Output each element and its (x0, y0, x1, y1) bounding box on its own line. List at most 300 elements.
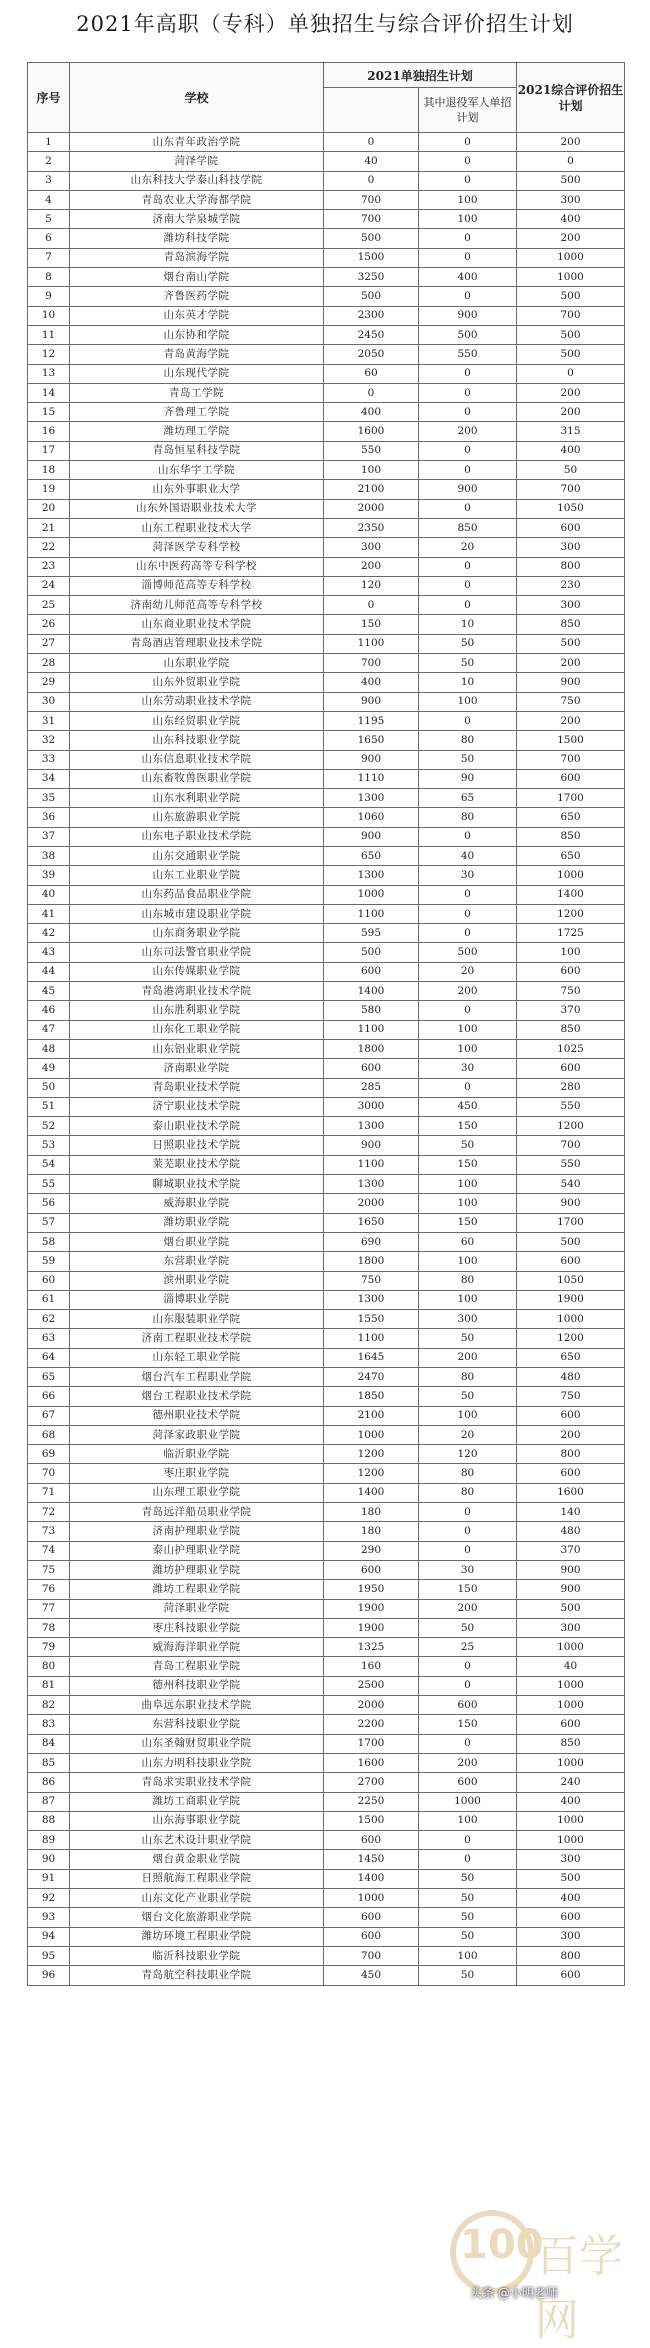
row-seq: 67 (28, 1406, 70, 1425)
table-row (28, 596, 625, 615)
row-single-plan: 500 (324, 229, 419, 248)
row-single-plan: 285 (324, 1078, 419, 1097)
table-row (28, 1696, 625, 1715)
row-seq: 65 (28, 1368, 70, 1387)
table-row (28, 306, 625, 325)
row-comprehensive-plan: 500 (517, 1869, 625, 1888)
table-row (28, 1194, 625, 1213)
row-comprehensive-plan: 200 (517, 654, 625, 673)
row-seq: 61 (28, 1290, 70, 1309)
row-comprehensive-plan: 100 (517, 943, 625, 962)
row-single-plan: 900 (324, 1136, 419, 1155)
row-veteran-plan: 500 (419, 943, 517, 962)
table-row (28, 962, 625, 981)
table-row (28, 1368, 625, 1387)
row-comprehensive-plan: 800 (517, 1946, 625, 1965)
table-row (28, 982, 625, 1001)
row-school: 山东现代学院 (70, 364, 324, 383)
row-single-plan: 120 (324, 576, 419, 595)
row-veteran-plan: 150 (419, 1117, 517, 1136)
row-seq: 48 (28, 1039, 70, 1058)
row-veteran-plan: 0 (419, 1522, 517, 1541)
row-school: 青岛恒星科技学院 (70, 441, 324, 460)
header-comprehensive-plan: 2021综合评价招生计划 (517, 63, 625, 133)
row-veteran-plan: 50 (419, 654, 517, 673)
row-veteran-plan: 20 (419, 538, 517, 557)
row-comprehensive-plan: 200 (517, 383, 625, 402)
row-school: 临沂科技职业学院 (70, 1946, 324, 1965)
row-seq: 58 (28, 1232, 70, 1251)
row-veteran-plan: 40 (419, 846, 517, 865)
row-single-plan: 200 (324, 557, 419, 576)
table-row (28, 769, 625, 788)
table-row (28, 1618, 625, 1637)
row-seq: 89 (28, 1831, 70, 1850)
row-single-plan: 180 (324, 1503, 419, 1522)
row-veteran-plan: 30 (419, 866, 517, 885)
row-veteran-plan: 0 (419, 1541, 517, 1560)
table-row (28, 1175, 625, 1194)
table-row (28, 789, 625, 808)
row-seq: 69 (28, 1445, 70, 1464)
row-veteran-plan: 100 (419, 1290, 517, 1309)
row-seq: 30 (28, 692, 70, 711)
watermark-ring (450, 2210, 534, 2294)
table-row (28, 345, 625, 364)
header-seq: 序号 (28, 63, 70, 133)
row-seq: 14 (28, 383, 70, 402)
table-row (28, 731, 625, 750)
row-veteran-plan: 0 (419, 1078, 517, 1097)
row-school: 山东轻工职业学院 (70, 1348, 324, 1367)
row-single-plan: 600 (324, 1908, 419, 1927)
row-school: 潍坊理工学院 (70, 422, 324, 441)
table-row (28, 1117, 625, 1136)
row-school: 齐鲁理工学院 (70, 403, 324, 422)
row-school: 山东劳动职业技术学院 (70, 692, 324, 711)
row-single-plan: 150 (324, 615, 419, 634)
row-comprehensive-plan: 230 (517, 576, 625, 595)
header-single-plan: 2021单独招生计划 (324, 63, 517, 88)
row-school: 青岛酒店管理职业技术学院 (70, 634, 324, 653)
row-comprehensive-plan: 140 (517, 1503, 625, 1522)
row-single-plan: 2100 (324, 480, 419, 499)
row-single-plan: 3000 (324, 1097, 419, 1116)
row-comprehensive-plan: 650 (517, 1348, 625, 1367)
row-school: 泰山护理职业学院 (70, 1541, 324, 1560)
row-single-plan: 1300 (324, 1175, 419, 1194)
table-row (28, 190, 625, 209)
row-veteran-plan: 65 (419, 789, 517, 808)
row-school: 山东华宇工学院 (70, 461, 324, 480)
table-row (28, 1136, 625, 1155)
row-veteran-plan: 90 (419, 769, 517, 788)
row-seq: 93 (28, 1908, 70, 1927)
row-seq: 51 (28, 1097, 70, 1116)
row-single-plan: 1100 (324, 1020, 419, 1039)
row-comprehensive-plan: 700 (517, 1136, 625, 1155)
row-seq: 95 (28, 1946, 70, 1965)
page-title: 2021年高职（专科）单独招生与综合评价招生计划 (76, 12, 574, 36)
row-school: 菏泽学院 (70, 152, 324, 171)
row-comprehensive-plan: 1500 (517, 731, 625, 750)
row-single-plan: 1800 (324, 1252, 419, 1271)
row-veteran-plan: 900 (419, 306, 517, 325)
table-row (28, 152, 625, 171)
row-school: 青岛远洋船员职业学院 (70, 1503, 324, 1522)
row-veteran-plan: 600 (419, 1773, 517, 1792)
row-school: 莱芜职业技术学院 (70, 1155, 324, 1174)
row-single-plan: 1000 (324, 885, 419, 904)
row-veteran-plan: 50 (419, 1329, 517, 1348)
row-veteran-plan: 0 (419, 924, 517, 943)
row-comprehensive-plan: 900 (517, 1194, 625, 1213)
row-school: 山东外贸职业学院 (70, 673, 324, 692)
row-veteran-plan: 150 (419, 1580, 517, 1599)
row-single-plan: 1950 (324, 1580, 419, 1599)
row-comprehensive-plan: 1000 (517, 1831, 625, 1850)
row-comprehensive-plan: 300 (517, 596, 625, 615)
row-seq: 41 (28, 904, 70, 923)
row-single-plan: 2450 (324, 325, 419, 344)
row-single-plan: 2500 (324, 1676, 419, 1695)
row-comprehensive-plan: 1000 (517, 1676, 625, 1695)
table-row (28, 1425, 625, 1444)
row-comprehensive-plan: 650 (517, 846, 625, 865)
row-school: 山东科技职业学院 (70, 731, 324, 750)
row-seq: 79 (28, 1638, 70, 1657)
table-row (28, 615, 625, 634)
row-veteran-plan: 0 (419, 1001, 517, 1020)
row-school: 济南职业学院 (70, 1059, 324, 1078)
table-row (28, 171, 625, 190)
row-veteran-plan: 0 (419, 152, 517, 171)
row-veteran-plan: 200 (419, 982, 517, 1001)
row-seq: 68 (28, 1425, 70, 1444)
row-school: 山东胜利职业学院 (70, 1001, 324, 1020)
row-veteran-plan: 80 (419, 731, 517, 750)
row-veteran-plan: 450 (419, 1097, 517, 1116)
row-school: 山东外国语职业技术大学 (70, 499, 324, 518)
table-row (28, 846, 625, 865)
row-single-plan: 550 (324, 441, 419, 460)
row-veteran-plan: 0 (419, 499, 517, 518)
row-school: 潍坊环境工程职业学院 (70, 1927, 324, 1946)
table-row (28, 1753, 625, 1772)
table-row (28, 1541, 625, 1560)
row-single-plan: 1850 (324, 1387, 419, 1406)
row-veteran-plan: 20 (419, 962, 517, 981)
row-veteran-plan: 0 (419, 576, 517, 595)
row-comprehensive-plan: 700 (517, 480, 625, 499)
table-row (28, 1889, 625, 1908)
row-school: 泰山职业技术学院 (70, 1117, 324, 1136)
table-row (28, 1290, 625, 1309)
row-comprehensive-plan: 600 (517, 1715, 625, 1734)
row-seq: 53 (28, 1136, 70, 1155)
row-school: 山东服装职业学院 (70, 1310, 324, 1329)
row-comprehensive-plan: 370 (517, 1001, 625, 1020)
row-veteran-plan: 200 (419, 422, 517, 441)
table-row (28, 634, 625, 653)
row-school: 济南工程职业技术学院 (70, 1329, 324, 1348)
row-single-plan: 600 (324, 1059, 419, 1078)
table-row (28, 1001, 625, 1020)
row-single-plan: 900 (324, 827, 419, 846)
row-single-plan: 1300 (324, 866, 419, 885)
row-seq: 75 (28, 1560, 70, 1579)
row-school: 潍坊职业学院 (70, 1213, 324, 1232)
row-single-plan: 600 (324, 1927, 419, 1946)
table-row (28, 692, 625, 711)
table-row (28, 1657, 625, 1676)
row-seq: 28 (28, 654, 70, 673)
row-school: 山东药品食品职业学院 (70, 885, 324, 904)
row-comprehensive-plan: 700 (517, 750, 625, 769)
row-seq: 45 (28, 982, 70, 1001)
row-comprehensive-plan: 500 (517, 287, 625, 306)
row-single-plan: 290 (324, 1541, 419, 1560)
row-school: 枣庄科技职业学院 (70, 1618, 324, 1637)
row-single-plan: 180 (324, 1522, 419, 1541)
row-seq: 63 (28, 1329, 70, 1348)
row-seq: 13 (28, 364, 70, 383)
row-comprehensive-plan: 200 (517, 711, 625, 730)
row-comprehensive-plan: 600 (517, 1059, 625, 1078)
row-seq: 2 (28, 152, 70, 171)
table-body (28, 133, 625, 1986)
row-comprehensive-plan: 600 (517, 1464, 625, 1483)
table-row (28, 576, 625, 595)
table-row (28, 422, 625, 441)
row-comprehensive-plan: 240 (517, 1773, 625, 1792)
row-single-plan: 400 (324, 673, 419, 692)
row-seq: 12 (28, 345, 70, 364)
row-school: 山东旅游职业学院 (70, 808, 324, 827)
table-row (28, 924, 625, 943)
table-row (28, 808, 625, 827)
row-school: 山东传媒职业学院 (70, 962, 324, 981)
row-seq: 64 (28, 1348, 70, 1367)
row-comprehensive-plan: 200 (517, 1425, 625, 1444)
row-veteran-plan: 0 (419, 461, 517, 480)
row-comprehensive-plan: 540 (517, 1175, 625, 1194)
row-school: 山东力明科技职业学院 (70, 1753, 324, 1772)
row-seq: 84 (28, 1734, 70, 1753)
row-school: 山东圣翰财贸职业学院 (70, 1734, 324, 1753)
row-seq: 88 (28, 1811, 70, 1830)
row-single-plan: 2470 (324, 1368, 419, 1387)
row-comprehensive-plan: 1600 (517, 1483, 625, 1502)
table-row (28, 1387, 625, 1406)
row-seq: 4 (28, 190, 70, 209)
row-veteran-plan: 60 (419, 1232, 517, 1251)
table-row (28, 1445, 625, 1464)
table-row (28, 1580, 625, 1599)
row-veteran-plan: 30 (419, 1059, 517, 1078)
table-row (28, 866, 625, 885)
row-comprehensive-plan: 800 (517, 1445, 625, 1464)
row-single-plan: 500 (324, 287, 419, 306)
row-school: 烟台汽车工程职业学院 (70, 1368, 324, 1387)
row-single-plan: 1400 (324, 982, 419, 1001)
table-row (28, 268, 625, 287)
row-veteran-plan: 50 (419, 750, 517, 769)
row-single-plan: 650 (324, 846, 419, 865)
table-row (28, 325, 625, 344)
row-comprehensive-plan: 500 (517, 345, 625, 364)
row-comprehensive-plan: 500 (517, 1599, 625, 1618)
row-seq: 24 (28, 576, 70, 595)
row-veteran-plan: 100 (419, 1946, 517, 1965)
row-seq: 3 (28, 171, 70, 190)
row-school: 青岛港湾职业技术学院 (70, 982, 324, 1001)
table-row (28, 750, 625, 769)
row-school: 山东英才学院 (70, 306, 324, 325)
row-veteran-plan: 850 (419, 518, 517, 537)
enrollment-table (27, 62, 625, 1986)
row-veteran-plan: 500 (419, 325, 517, 344)
row-school: 烟台工程职业技术学院 (70, 1387, 324, 1406)
row-seq: 83 (28, 1715, 70, 1734)
row-seq: 43 (28, 943, 70, 962)
row-single-plan: 1650 (324, 1213, 419, 1232)
row-school: 山东外事职业大学 (70, 480, 324, 499)
row-comprehensive-plan: 480 (517, 1368, 625, 1387)
row-comprehensive-plan: 750 (517, 692, 625, 711)
row-comprehensive-plan: 400 (517, 210, 625, 229)
row-seq: 44 (28, 962, 70, 981)
row-comprehensive-plan: 500 (517, 325, 625, 344)
row-single-plan: 1000 (324, 1425, 419, 1444)
row-seq: 21 (28, 518, 70, 537)
table-row (28, 1348, 625, 1367)
row-comprehensive-plan: 500 (517, 634, 625, 653)
row-single-plan: 1700 (324, 1734, 419, 1753)
table-row (28, 287, 625, 306)
table-row (28, 1734, 625, 1753)
row-seq: 74 (28, 1541, 70, 1560)
row-veteran-plan: 0 (419, 1503, 517, 1522)
row-single-plan: 1800 (324, 1039, 419, 1058)
row-school: 烟台南山学院 (70, 268, 324, 287)
row-veteran-plan: 25 (419, 1638, 517, 1657)
row-single-plan: 2050 (324, 345, 419, 364)
row-school: 山东海事职业学院 (70, 1811, 324, 1830)
row-comprehensive-plan: 1400 (517, 885, 625, 904)
row-school: 烟台黄金职业学院 (70, 1850, 324, 1869)
row-comprehensive-plan: 0 (517, 364, 625, 383)
row-comprehensive-plan: 1000 (517, 1811, 625, 1830)
row-veteran-plan: 80 (419, 1368, 517, 1387)
row-single-plan: 1300 (324, 1117, 419, 1136)
row-school: 曲阜远东职业技术学院 (70, 1696, 324, 1715)
row-veteran-plan: 120 (419, 1445, 517, 1464)
row-seq: 52 (28, 1117, 70, 1136)
row-veteran-plan: 0 (419, 1676, 517, 1695)
row-school: 济南大学泉城学院 (70, 210, 324, 229)
row-veteran-plan: 150 (419, 1213, 517, 1232)
row-single-plan: 3250 (324, 268, 419, 287)
row-veteran-plan: 50 (419, 1136, 517, 1155)
row-school: 青岛工程职业学院 (70, 1657, 324, 1676)
row-single-plan: 2300 (324, 306, 419, 325)
table-row (28, 1464, 625, 1483)
row-school: 山东信息职业技术学院 (70, 750, 324, 769)
row-single-plan: 690 (324, 1232, 419, 1251)
row-veteran-plan: 550 (419, 345, 517, 364)
row-veteran-plan: 100 (419, 190, 517, 209)
row-comprehensive-plan: 600 (517, 962, 625, 981)
row-school: 青岛求实职业技术学院 (70, 1773, 324, 1792)
row-seq: 9 (28, 287, 70, 306)
row-seq: 92 (28, 1889, 70, 1908)
table-row (28, 1773, 625, 1792)
table-row (28, 1097, 625, 1116)
row-seq: 31 (28, 711, 70, 730)
row-school: 菏泽医学专科学校 (70, 538, 324, 557)
watermark-number: 100 (460, 2222, 544, 2268)
row-single-plan: 700 (324, 190, 419, 209)
row-veteran-plan: 50 (419, 1387, 517, 1406)
row-school: 山东职业学院 (70, 654, 324, 673)
row-comprehensive-plan: 1025 (517, 1039, 625, 1058)
row-comprehensive-plan: 600 (517, 1406, 625, 1425)
row-seq: 17 (28, 441, 70, 460)
row-single-plan: 400 (324, 403, 419, 422)
row-seq: 36 (28, 808, 70, 827)
row-seq: 23 (28, 557, 70, 576)
row-veteran-plan: 10 (419, 615, 517, 634)
row-veteran-plan: 0 (419, 1850, 517, 1869)
row-school: 山东畜牧兽医职业学院 (70, 769, 324, 788)
row-seq: 1 (28, 133, 70, 152)
row-school: 青岛工学院 (70, 383, 324, 402)
table-row (28, 1927, 625, 1946)
row-veteran-plan: 80 (419, 808, 517, 827)
row-single-plan: 1100 (324, 1155, 419, 1174)
row-seq: 15 (28, 403, 70, 422)
row-school: 山东电子职业技术学院 (70, 827, 324, 846)
row-seq: 19 (28, 480, 70, 499)
row-veteran-plan: 0 (419, 248, 517, 267)
row-seq: 33 (28, 750, 70, 769)
row-seq: 18 (28, 461, 70, 480)
row-comprehensive-plan: 315 (517, 422, 625, 441)
row-seq: 27 (28, 634, 70, 653)
row-school: 山东铝业职业学院 (70, 1039, 324, 1058)
row-single-plan: 1600 (324, 1753, 419, 1772)
table-row (28, 557, 625, 576)
row-school: 山东水利职业学院 (70, 789, 324, 808)
row-single-plan: 0 (324, 596, 419, 615)
row-seq: 6 (28, 229, 70, 248)
row-comprehensive-plan: 800 (517, 557, 625, 576)
table-row (28, 1310, 625, 1329)
row-school: 威海职业学院 (70, 1194, 324, 1213)
row-single-plan: 0 (324, 133, 419, 152)
row-veteran-plan: 100 (419, 1406, 517, 1425)
table-row (28, 1522, 625, 1541)
row-school: 聊城职业技术学院 (70, 1175, 324, 1194)
row-veteran-plan: 200 (419, 1599, 517, 1618)
row-seq: 39 (28, 866, 70, 885)
row-seq: 86 (28, 1773, 70, 1792)
row-school: 山东商业职业技术学院 (70, 615, 324, 634)
row-school: 济宁职业技术学院 (70, 1097, 324, 1116)
table-row (28, 1638, 625, 1657)
row-comprehensive-plan: 300 (517, 190, 625, 209)
